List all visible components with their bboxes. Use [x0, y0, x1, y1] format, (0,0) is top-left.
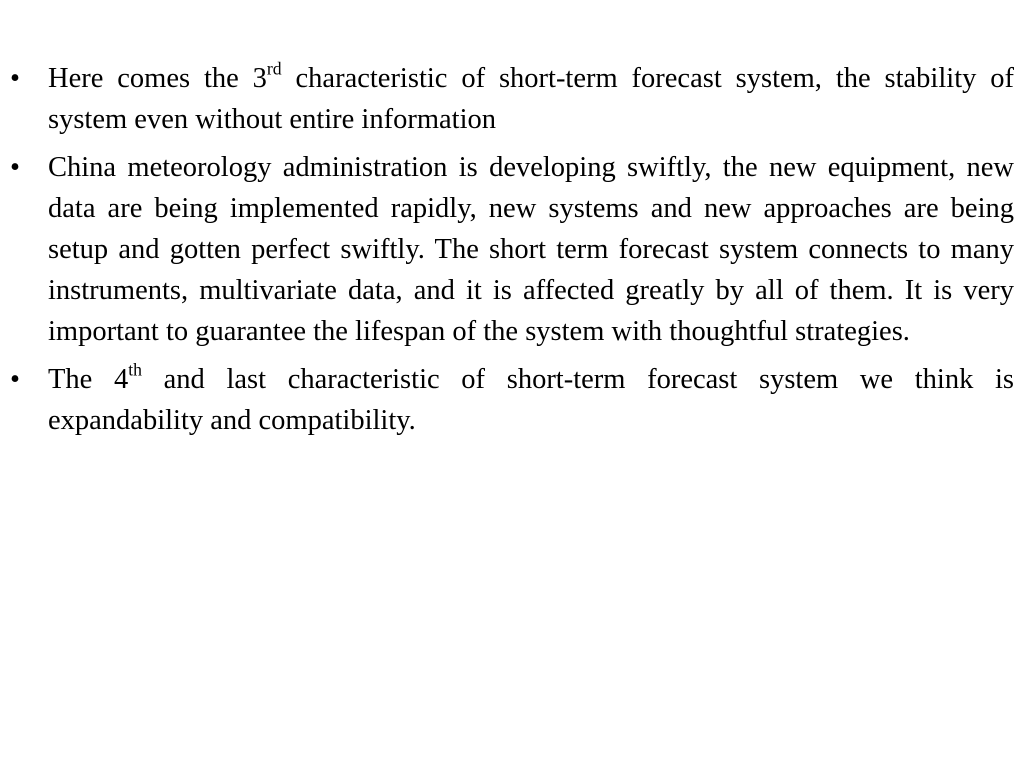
bullet-icon: •	[10, 152, 20, 183]
bullet-item-third-characteristic	[10, 58, 1014, 140]
bullet-text-end: characteristic of short-term forecast system, the stability of system even without entire information	[48, 63, 1014, 135]
bullet-text-start: Here comes the 3	[48, 63, 267, 94]
bullet-text: China meteorology administration is developing swiftly, the new equipment, new data are being implemented rapidly, new systems and new approaches are being setup and gotten perfect swiftly. The short term forecast system connects to many instruments, multivariate data, and it is affected greatly by all of them. It is very important to guarantee the lifespan of the system with thoughtful strategies.	[48, 152, 1014, 347]
bullet-list	[10, 58, 1014, 448]
bullet-text-end: and last characteristic of short-term forecast system we think is expandability and compatibility.	[48, 364, 1015, 436]
ordinal-superscript: th	[128, 359, 142, 380]
bullet-icon: •	[10, 364, 20, 395]
bullet-item-cma-development	[10, 147, 1014, 352]
bullet-item-fourth-characteristic	[10, 359, 1014, 441]
bullet-icon: •	[10, 63, 20, 94]
bullet-text-start: The 4	[48, 364, 129, 395]
ordinal-superscript: rd	[266, 58, 282, 79]
